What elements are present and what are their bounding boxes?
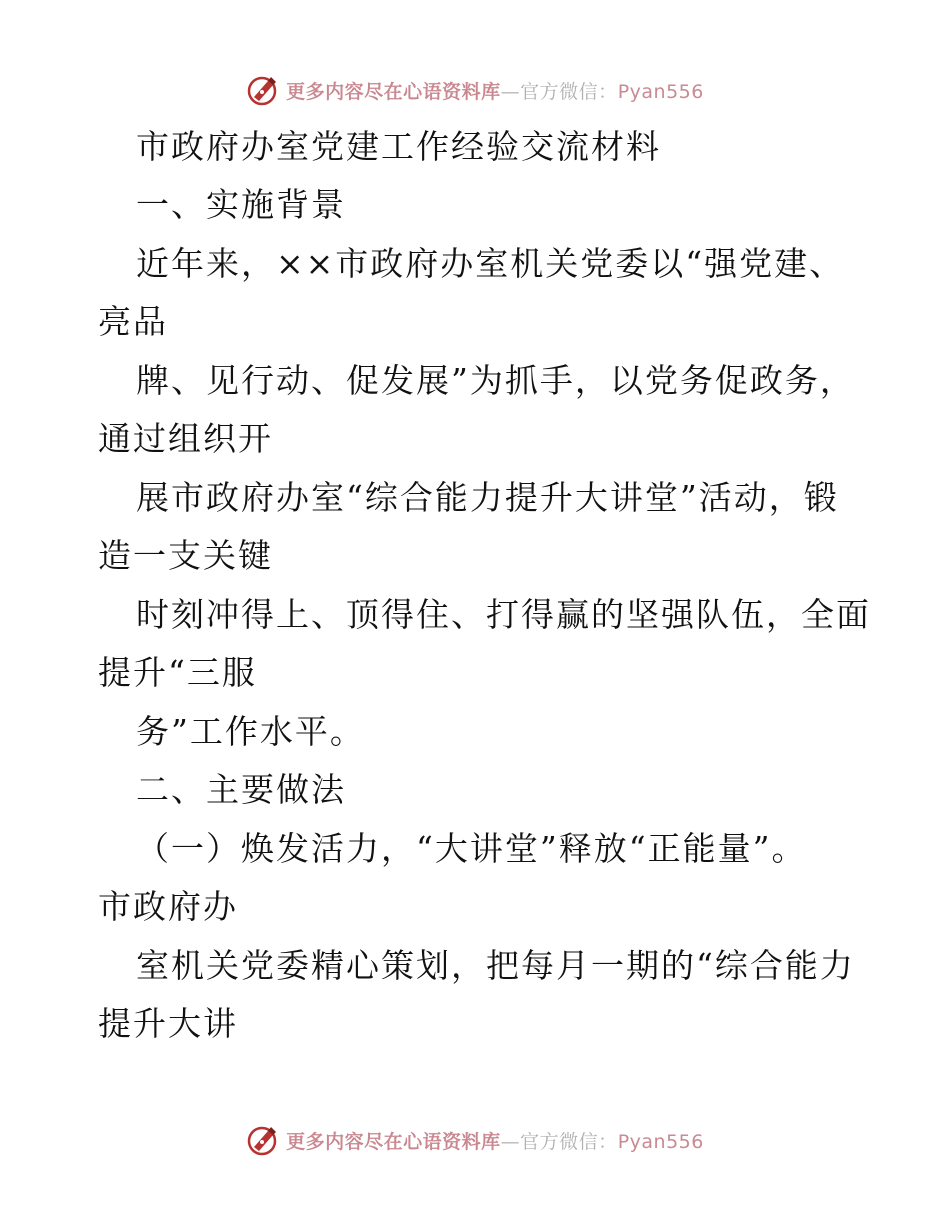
header-watermark	[0, 70, 950, 110]
watermark-label: 官方微信：	[520, 1130, 618, 1153]
paragraph-line: 造一支关键	[98, 536, 273, 575]
pen-nib-logo-icon	[246, 1123, 280, 1157]
paragraph-line: 展市政府办室“综合能力提升大讲堂”活动，锻	[136, 478, 839, 517]
paragraph-line: 通过组织开	[98, 419, 273, 458]
document-title: 市政府办室党建工作经验交流材料	[136, 127, 661, 166]
paragraph-line: 室机关党委精心策划，把每月一期的“综合能力	[136, 946, 855, 985]
watermark-dash: —	[500, 1130, 521, 1153]
section-heading: 二、主要做法	[136, 770, 346, 809]
watermark-wechat-id: Pyan556	[617, 80, 704, 103]
paragraph-line: 提升大讲	[98, 1004, 238, 1043]
subsection-heading: （一）焕发活力，“大讲堂”释放“正能量”。	[136, 829, 807, 868]
watermark-dash: —	[500, 80, 521, 103]
paragraph-line: 牌、见行动、促发展”为抓手，以党务促政务，	[136, 361, 855, 400]
paragraph-line: 提升“三服	[98, 653, 257, 692]
paragraph-line: 市政府办	[98, 887, 238, 926]
watermark-site-text: 更多内容尽在心语资料库	[286, 80, 501, 103]
paragraph-line: 近年来，××市政府办室机关党委以“强党建、	[136, 244, 845, 283]
pen-nib-logo-icon	[246, 73, 280, 107]
paragraph-line: 时刻冲得上、顶得住、打得赢的坚强队伍，全面	[136, 595, 871, 634]
paragraph-line: 务”工作水平。	[136, 712, 365, 751]
footer-watermark	[0, 1120, 950, 1160]
paragraph-line: 亮品	[98, 302, 168, 341]
watermark-label: 官方微信：	[520, 80, 618, 103]
watermark-wechat-id: Pyan556	[617, 1130, 704, 1153]
watermark-site-text: 更多内容尽在心语资料库	[286, 1130, 501, 1153]
section-heading: 一、实施背景	[136, 185, 346, 224]
